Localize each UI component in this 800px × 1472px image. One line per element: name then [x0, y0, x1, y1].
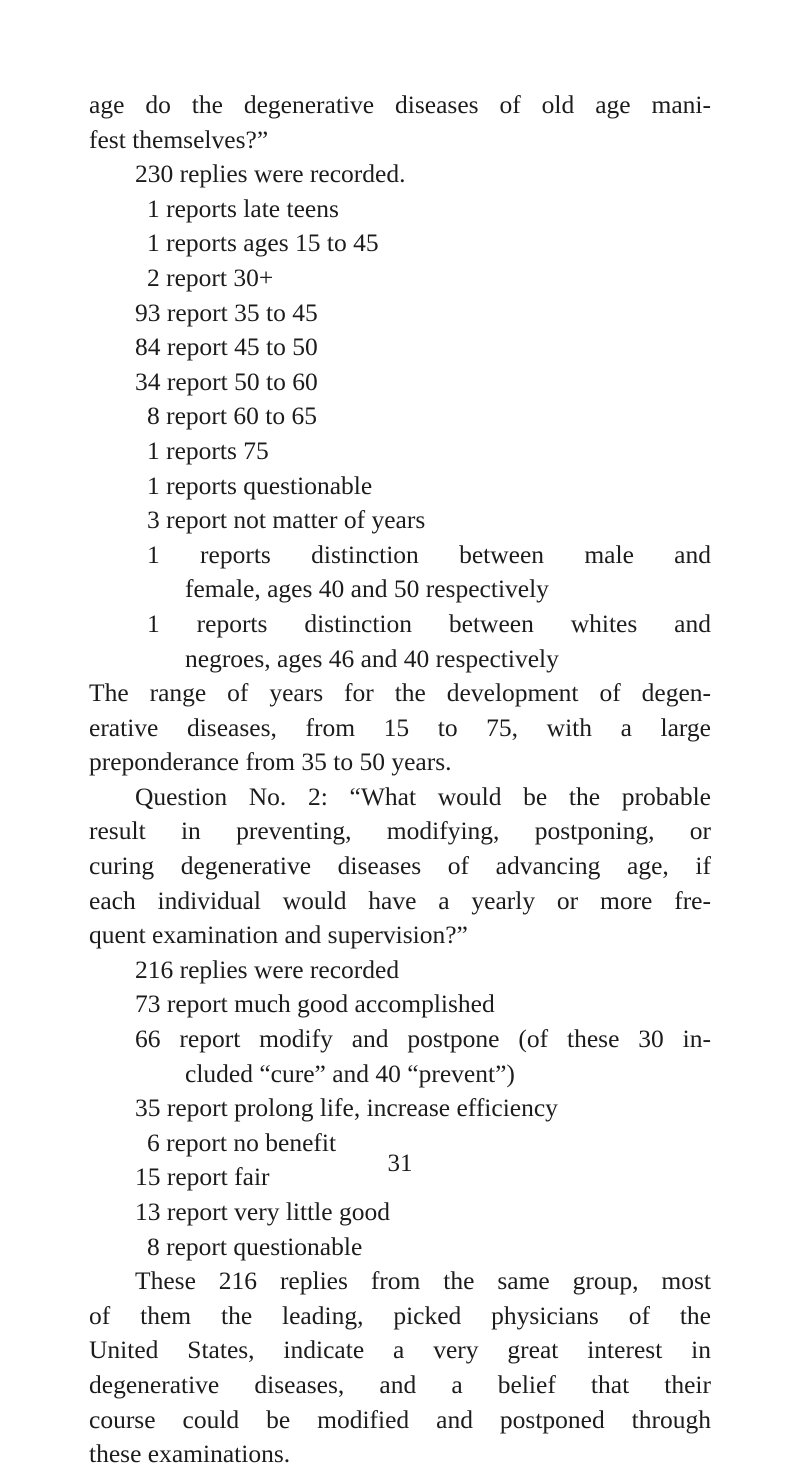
text-line: these examinations. — [89, 1439, 291, 1469]
text-line: course could be modified and postponed through — [89, 1404, 711, 1434]
text-line: result in preventing, modifying, postponing, or — [89, 816, 711, 846]
text-line: 230 replies were recorded. — [135, 159, 406, 189]
text-line: curing degenerative diseases of advancing age, if — [89, 851, 711, 881]
text-line: erative diseases, from 15 to 75, with a large — [89, 712, 711, 742]
text-line: cluded “cure” and 40 “prevent”) — [185, 1058, 515, 1088]
text-line: 34 report 50 to 60 — [135, 366, 318, 396]
text-line: degenerative diseases, and a belief that their — [89, 1369, 711, 1399]
text-line: 8 report 60 to 65 — [147, 401, 317, 431]
text-line: These 216 replies from the same group, most — [135, 1266, 711, 1296]
text-line: 15 report fair — [135, 1162, 270, 1192]
text-line: 1 reports late teens — [147, 193, 339, 223]
text-line: preponderance from 35 to 50 years. — [89, 747, 452, 777]
text-line: 35 report prolong life, increase efficiency — [135, 1093, 558, 1123]
text-line: 1 reports ages 15 to 45 — [147, 228, 379, 258]
text-line: 1 reports questionable — [147, 470, 373, 500]
text-line: 73 report much good accomplished — [135, 989, 495, 1019]
text-line: quent examination and supervision?” — [89, 920, 468, 950]
text-line: Question No. 2: “What would be the probable — [135, 781, 711, 811]
text-line: 13 report very little good — [135, 1197, 390, 1226]
text-line: 1 reports distinction between whites and — [147, 608, 711, 638]
text-line: United States, indicate a very great interest in — [89, 1335, 711, 1365]
text-line: 66 report modify and postpone (of these 30 in- — [135, 1024, 711, 1054]
text-line: negroes, ages 46 and 40 respectively — [185, 643, 559, 673]
text-line: age do the degenerative diseases of old age mani- — [89, 90, 711, 119]
text-line: 84 report 45 to 50 — [135, 332, 318, 362]
text-line: 2 report 30+ — [147, 262, 274, 292]
text-line: female, ages 40 and 50 respectively — [185, 574, 549, 604]
text-line: 1 reports 75 — [147, 435, 269, 465]
text-line: each individual would have a yearly or more fre- — [89, 885, 711, 915]
text-line: fest themselves?” — [89, 124, 269, 154]
text-line: 6 report no benefit — [147, 1127, 337, 1157]
text-line: 1 reports distinction between male and — [147, 539, 711, 569]
body-text — [89, 88, 711, 1472]
text-line: 8 report questionable — [147, 1231, 363, 1261]
text-line: 216 replies were recorded — [135, 954, 400, 984]
text-line: 3 report not matter of years — [147, 505, 426, 535]
page-number: 31 — [387, 1150, 413, 1177]
text-line: The range of years for the development of degen- — [89, 678, 711, 708]
text-line: of them the leading, picked physicians of the — [89, 1300, 711, 1330]
text-line: 93 report 35 to 45 — [135, 297, 318, 327]
